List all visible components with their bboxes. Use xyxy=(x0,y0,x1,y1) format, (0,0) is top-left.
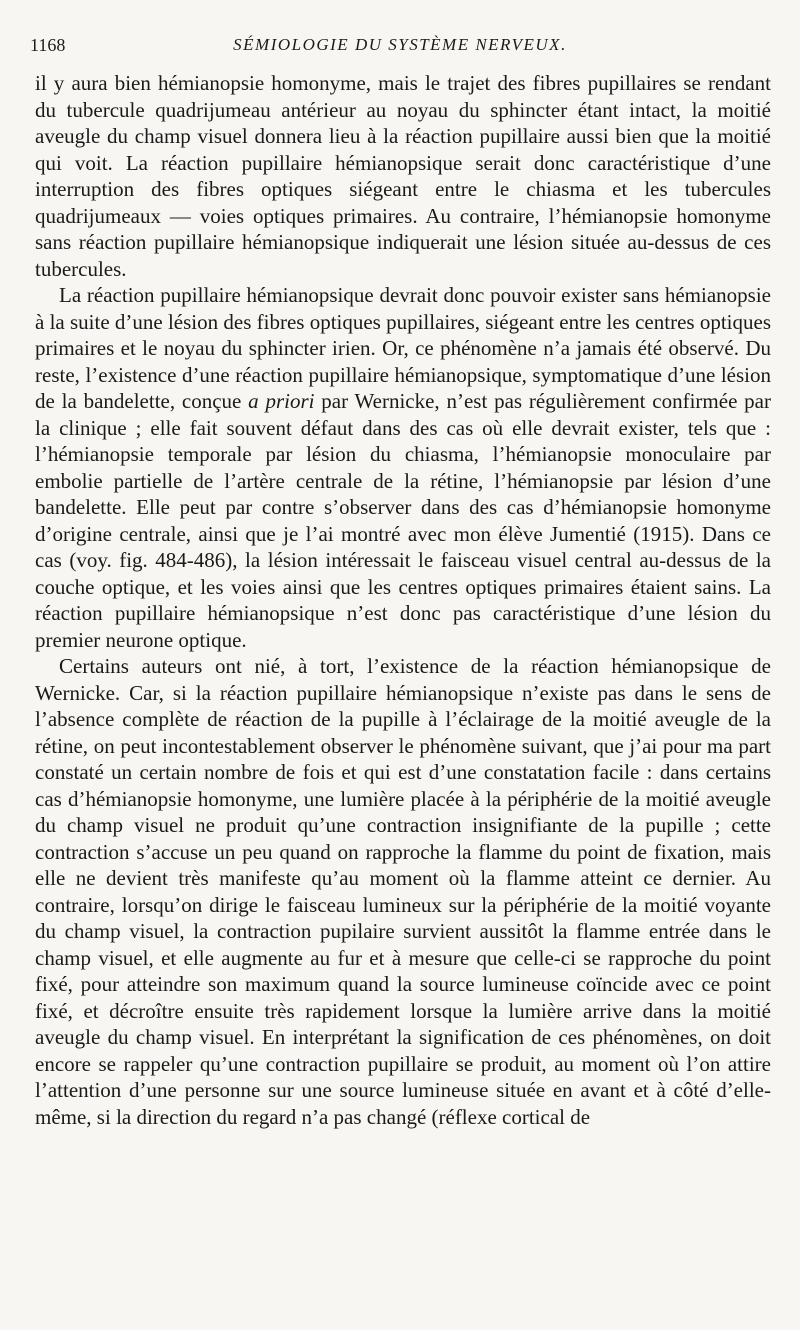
paragraph-2-before: La réaction pupillaire hémianopsique devrait donc pouvoir exister sans hémianopsie à la suite d’une lésion des fibres optiques pupillaires, siégeant entre les centres optiques primaires et le noyau du sphincter irien. Or, ce phénomène n’a jamais été observé. Du reste, l’existence d’une réaction pupillaire hémianopsique, symptomatique d’une lésion de la bandelette, conçue xyxy=(35,283,771,413)
paragraph-1: il y aura bien hémianopsie homonyme, mais le trajet des fibres pupillaires se rendant du tubercule quadrijumeau antérieur au noyau du sphincter étant intact, la moitié aveugle du champ visuel donnera lieu à la réaction pupillaire aussi bien que la moitié qui voit. La réaction pupillaire hémianopsique serait donc caractéristique d’une interruption des fibres optiques siégeant entre le chiasma et les tubercules quadrijumeaux — voies optiques primaires. Au contraire, l’hémianopsie homonyme sans réaction pupillaire hémianopsique indiquerait une lésion située au-dessus de ces tubercules. xyxy=(35,71,771,281)
paragraph-2-after: par Wernicke, n’est pas régulièrement confirmée par la clinique ; elle fait souvent défaut dans des cas où elle devrait exister, tels que : l’hémianopsie temporale par lésion du chiasma, l’hémianopsie monoculaire par embolie partielle de l’artère centrale de la rétine, l’hémianopsie par lésion d’une bandelette. Elle peut par contre s’observer dans des cas d’hémianopsie homonyme d’origine centrale, ainsi que je l’ai montré avec mon élève Jumentié (1915). Dans ce cas (voy. fig. 484-486), la lésion intéressait le faisceau visuel central au-dessus de la couche optique, et les voies ainsi que les centres optiques primaires étaient sains. La réaction pupillaire hémianopsique n’est donc pas caractéristique d’une lésion du premier neurone optique. xyxy=(35,389,771,652)
running-head: SÉMIOLOGIE DU SYSTÈME NERVEUX. xyxy=(233,35,567,54)
paragraph-3: Certains auteurs ont nié, à tort, l’existence de la réaction hémianopsique de Wernicke. Car, si la réaction pupillaire hémianopsique n’existe pas dans le sens de l’absence complète de réaction de la pupille à l’éclairage de la moitié aveugle de la rétine, on peut incontestablement observer le phénomène suivant, que j’ai pour ma part constaté un certain nombre de fois et qui est d’une constatation facile : dans certains cas d’hémianopsie homonyme, une lumière placée à la périphérie de la moitié aveugle du champ visuel ne produit qu’une contraction insignifiante de la pupille ; cette contraction s’accuse un peu quand on rapproche la flamme du point de fixation, mais elle ne devient très manifeste qu’au moment où la flamme atteint ce dernier. Au contraire, lorsqu’on dirige le faisceau lumineux sur la périphérie de la moitié voyante du champ visuel, la contraction pupilaire survient aussitôt la flamme entrée dans le champ visuel, et elle augmente au fur et à mesure que celle-ci se rapproche du point fixé, pour atteindre son maximum quand la source lumineuse coïncide avec ce point fixé, et décroître ensuite très rapidement lorsque la lumière arrive dans la moitié aveugle du champ visuel. En interprétant la signification de ces phénomènes, on doit encore se rappeler qu’une contraction pupillaire se produit, au moment où l’on attire l’attention d’une personne sur une source lumineuse située en avant et à côté d’elle-même, si la direction du regard n’a pas changé (réflexe cortical de xyxy=(35,654,771,1129)
paragraph-2 xyxy=(35,282,771,653)
body-text xyxy=(35,70,771,1130)
page-number: 1168 xyxy=(30,35,66,55)
paragraph-2-italic: a priori xyxy=(248,389,315,413)
page-header xyxy=(30,32,770,58)
